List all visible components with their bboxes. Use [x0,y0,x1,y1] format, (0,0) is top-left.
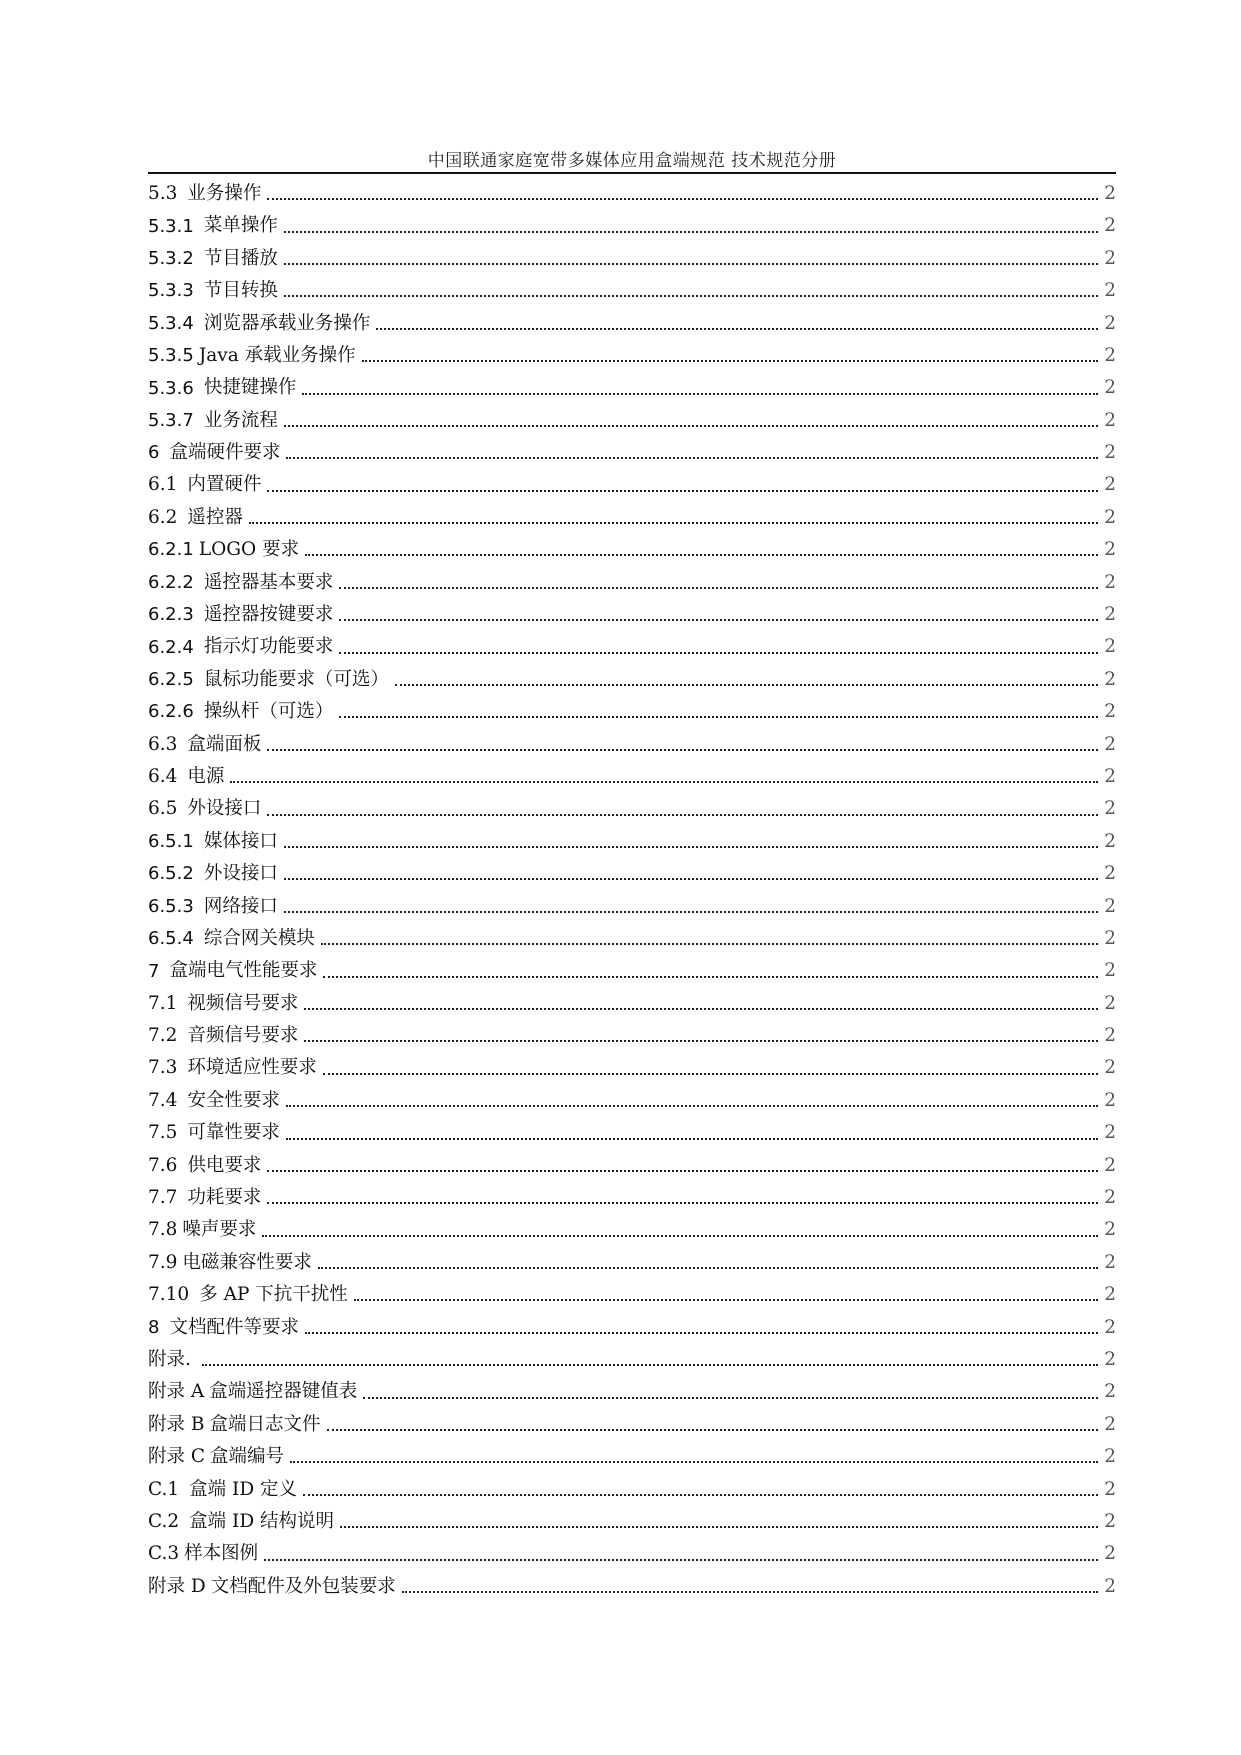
toc-entry-title: 盒端编号 [210,1446,285,1468]
toc-entry-title: LOGO 要求 [198,539,300,561]
toc-entry[interactable] [148,988,1116,1020]
toc-entry-page: 2 [1104,377,1116,399]
toc-dot-leader [230,781,1098,783]
toc-entry[interactable] [148,1085,1116,1117]
toc-dot-leader [339,652,1098,654]
toc-entry[interactable] [148,858,1116,890]
toc-entry-number: 7.3 [148,1057,178,1079]
toc-entry-title: 外设接口 [187,798,262,820]
toc-dot-leader [202,1364,1098,1366]
header-rule [148,172,1116,174]
toc-entry-page: 2 [1104,927,1116,949]
toc-entry-title: 环境适应性要求 [187,1057,317,1079]
toc-entry-page: 2 [1104,1381,1116,1403]
toc-entry-number: 6.4 [148,765,178,787]
toc-dot-leader [286,1105,1098,1107]
toc-dot-leader [267,814,1098,816]
toc-entry-number: 6.5.1 [148,831,194,852]
toc-entry-number: 7.10 [148,1284,190,1306]
toc-dot-leader [302,393,1098,395]
toc-entry[interactable] [148,1474,1116,1506]
toc-entry[interactable] [148,405,1116,437]
toc-entry-page: 2 [1104,1478,1116,1500]
toc-entry-page: 2 [1104,1349,1116,1370]
toc-entry-title: 媒体接口 [203,830,278,852]
toc-entry-page: 2 [1104,1543,1116,1565]
toc-entry-title: 功耗要求 [187,1187,262,1209]
toc-entry[interactable] [148,372,1116,404]
toc-entry-page: 2 [1104,344,1116,366]
toc-entry-number: 6.2 [148,506,178,528]
toc-entry[interactable] [148,1312,1116,1344]
toc-dot-leader [318,1267,1098,1269]
toc-entry[interactable] [148,243,1116,275]
toc-entry[interactable] [148,1571,1116,1603]
toc-entry[interactable] [148,1538,1116,1570]
toc-entry-page: 2 [1104,1122,1116,1144]
toc-entry-title: 内置硬件 [187,474,262,496]
toc-entry-title: 多 AP 下抗干扰性 [199,1284,348,1306]
toc-dot-leader [395,684,1098,686]
toc-dot-leader [286,1138,1098,1140]
toc-entry-title: 指示灯功能要求 [203,636,334,658]
toc-entry-title: 操纵杆（可选） [203,701,334,723]
toc-entry-number: 附录 B [148,1413,205,1435]
toc-entry[interactable] [148,826,1116,858]
toc-entry[interactable] [148,308,1116,340]
toc-dot-leader [290,1461,1098,1463]
toc-entry[interactable] [148,891,1116,923]
toc-entry-number: 6.2.1 [148,539,194,561]
toc-entry[interactable] [148,1247,1116,1279]
toc-entry-page: 2 [1104,1187,1116,1209]
toc-dot-leader [262,1235,1098,1237]
toc-entry-number: 6 [148,442,160,464]
toc-entry-title: 盒端硬件要求 [169,442,281,464]
toc-entry-page: 2 [1104,280,1116,302]
toc-entry-number: 5.3.2 [148,247,194,269]
toc-entry-title: 外设接口 [203,863,278,885]
toc-dot-leader [267,198,1098,200]
toc-entry[interactable] [148,1215,1116,1247]
toc-entry-page: 2 [1104,442,1116,464]
toc-entry-number: 5.3.3 [148,280,194,302]
toc-entry-title: 遥控器基本要求 [203,571,334,593]
toc-entry[interactable] [148,437,1116,469]
toc-entry-number: 附录 D [148,1575,206,1597]
toc-dot-leader [327,1429,1099,1431]
toc-entry-page: 2 [1104,765,1116,787]
toc-entry-page: 2 [1104,830,1116,852]
toc-entry-number: 5.3.4 [148,312,194,334]
toc-entry-number: C.1 [148,1478,180,1500]
toc-entry-page: 2 [1104,1284,1116,1306]
toc-entry[interactable] [148,340,1116,372]
toc-dot-leader [284,846,1098,848]
toc-entry[interactable] [148,502,1116,534]
toc-entry-title: 音频信号要求 [187,1025,299,1047]
toc-entry-page: 2 [1104,1446,1116,1468]
toc-entry[interactable] [148,1150,1116,1182]
toc-entry-number: 7.7 [148,1187,178,1209]
toc-entry-number: 7.9 [148,1251,178,1273]
toc-dot-leader [363,1397,1098,1399]
toc-entry[interactable] [148,1020,1116,1052]
toc-entry-number: 6.2.3 [148,604,194,626]
toc-dot-leader [305,554,1098,556]
toc-dot-leader [284,425,1098,427]
toc-entry-number: 附录 A [148,1381,205,1403]
toc-dot-leader [284,263,1098,265]
toc-dot-leader [284,231,1098,233]
toc-entry-number: 6.5 [148,798,178,820]
toc-entry-number: 附录. [148,1349,191,1370]
toc-entry[interactable] [148,534,1116,566]
toc-entry-page: 2 [1104,1413,1116,1435]
toc-entry-number: 7 [148,960,160,982]
toc-entry-number: 6.2.5 [148,669,194,691]
toc-entry[interactable] [148,696,1116,728]
toc-entry-title: 鼠标功能要求（可选） [203,668,389,690]
toc-entry-number: C.2 [148,1510,180,1532]
toc-entry-page: 2 [1104,1316,1116,1338]
toc-dot-leader [267,1170,1098,1172]
toc-entry[interactable] [148,923,1116,955]
toc-dot-leader [286,457,1098,459]
toc-entry[interactable] [148,729,1116,761]
toc-entry[interactable] [148,275,1116,307]
toc-entry-page: 2 [1104,1057,1116,1079]
toc-entry[interactable] [148,567,1116,599]
toc-entry-number: 6.2.4 [148,636,194,658]
toc-entry[interactable] [148,1441,1116,1473]
toc-entry[interactable] [148,1344,1116,1376]
toc-entry-number: 7.2 [148,1025,178,1047]
toc-entry-title: 业务流程 [203,409,278,431]
toc-entry-number: 附录 C [148,1446,206,1468]
toc-dot-leader [284,878,1098,880]
toc-entry-number: 7.6 [148,1154,178,1176]
toc-entry-title: 可靠性要求 [187,1122,280,1144]
toc-entry-title: 文档配件及外包装要求 [210,1575,396,1597]
toc-dot-leader [354,1299,1098,1301]
toc-entry-title: 安全性要求 [187,1089,280,1111]
toc-entry[interactable] [148,599,1116,631]
toc-entry[interactable] [148,631,1116,663]
table-of-contents [148,178,1116,1603]
toc-entry-number: 5.3.1 [148,215,194,237]
toc-entry-title: 盒端遥控器键值表 [209,1381,358,1403]
toc-entry-number: 6.5.3 [148,895,194,917]
toc-entry-title: 盒端 ID 定义 [189,1478,298,1500]
toc-entry-page: 2 [1104,1251,1116,1273]
page-header: 中国联通家庭宽带多媒体应用盒端规范 技术规范分册 [427,151,837,171]
toc-entry-title: 样本图例 [184,1543,259,1565]
toc-entry-title: 综合网关模块 [203,927,315,949]
toc-dot-leader [339,587,1098,589]
toc-entry-page: 2 [1104,182,1116,204]
toc-entry-number: 5.3.6 [148,377,194,399]
toc-entry-page: 2 [1104,1510,1116,1532]
toc-entry-title: 供电要求 [187,1154,262,1176]
toc-entry-page: 2 [1104,506,1116,528]
toc-dot-leader [304,1040,1098,1042]
toc-entry-page: 2 [1104,312,1116,334]
toc-entry-title: 盒端面板 [187,733,262,755]
toc-entry-number: 7.4 [148,1089,178,1111]
toc-dot-leader [305,1332,1098,1334]
toc-entry-page: 2 [1104,215,1116,237]
toc-entry-number: C.3 [148,1543,180,1565]
toc-dot-leader [284,295,1098,297]
toc-entry-title: 网络接口 [203,895,278,917]
toc-entry-page: 2 [1104,1219,1116,1241]
toc-entry-page: 2 [1104,1089,1116,1111]
toc-entry-number: 6.5.2 [148,863,194,885]
toc-dot-leader [402,1591,1098,1593]
toc-dot-leader [323,1073,1098,1075]
toc-entry[interactable] [148,1182,1116,1214]
toc-dot-leader [339,716,1098,718]
toc-dot-leader [284,911,1098,913]
toc-entry-title: Java 承载业务操作 [198,344,356,366]
toc-entry-page: 2 [1104,1025,1116,1047]
toc-entry-page: 2 [1104,701,1116,723]
toc-entry-page: 2 [1104,636,1116,658]
toc-entry-page: 2 [1104,863,1116,885]
toc-entry-title: 盒端日志文件 [209,1413,321,1435]
toc-entry-title: 电源 [187,765,225,787]
toc-entry-number: 5.3.7 [148,409,194,431]
toc-entry-title: 电磁兼容性要求 [182,1251,312,1273]
toc-entry-page: 2 [1104,733,1116,755]
toc-entry-number: 5.3.5 [148,345,194,367]
toc-entry-title: 节目播放 [203,247,278,269]
toc-entry[interactable] [148,1409,1116,1441]
toc-entry-number: 6.3 [148,733,178,755]
toc-dot-leader [264,1559,1098,1561]
toc-entry-page: 2 [1104,604,1116,626]
toc-dot-leader [267,490,1098,492]
toc-dot-leader [267,1202,1098,1204]
toc-entry-title: 节目转换 [203,280,278,302]
toc-entry-title: 视频信号要求 [187,992,299,1014]
toc-dot-leader [304,1008,1098,1010]
toc-entry-page: 2 [1104,798,1116,820]
toc-entry-page: 2 [1104,960,1116,982]
toc-entry-number: 6.1 [148,474,178,496]
toc-entry-number: 8 [148,1316,160,1338]
toc-entry[interactable] [148,210,1116,242]
toc-entry-title: 文档配件等要求 [169,1316,299,1338]
toc-entry-page: 2 [1104,668,1116,690]
toc-dot-leader [323,976,1098,978]
toc-entry[interactable] [148,470,1116,502]
toc-dot-leader [339,619,1098,621]
toc-entry-page: 2 [1104,992,1116,1014]
toc-entry[interactable] [148,1053,1116,1085]
toc-dot-leader [321,943,1098,945]
toc-dot-leader [303,1494,1098,1496]
toc-entry-page: 2 [1104,571,1116,593]
toc-entry[interactable] [148,1117,1116,1149]
toc-entry-title: 快捷键操作 [203,377,297,399]
toc-entry-page: 2 [1104,247,1116,269]
toc-entry[interactable] [148,178,1116,210]
toc-entry-title: 遥控器 [187,506,243,528]
toc-dot-leader [362,360,1099,362]
toc-entry[interactable] [148,955,1116,987]
toc-entry-title: 业务操作 [187,182,262,204]
toc-entry[interactable] [148,1376,1116,1408]
toc-dot-leader [249,522,1098,524]
toc-entry-number: 6.2.2 [148,571,194,593]
toc-entry-number: 6.2.6 [148,701,194,723]
toc-entry-page: 2 [1104,1575,1116,1597]
toc-entry[interactable] [148,1506,1116,1538]
toc-entry-page: 2 [1104,539,1116,561]
toc-entry-number: 7.1 [148,992,178,1014]
toc-entry-title: 遥控器按键要求 [203,604,334,626]
toc-entry[interactable] [148,761,1116,793]
toc-entry-page: 2 [1104,409,1116,431]
toc-entry-number: 7.5 [148,1122,178,1144]
toc-entry-number: 7.8 [148,1219,178,1241]
toc-entry-number: 5.3 [148,182,178,204]
toc-entry-title: 盒端 ID 结构说明 [189,1510,335,1532]
toc-dot-leader [340,1526,1098,1528]
toc-entry-title: 盒端电气性能要求 [169,960,318,982]
toc-entry-number: 6.5.4 [148,928,194,950]
toc-entry[interactable] [148,664,1116,696]
toc-dot-leader [376,328,1098,330]
toc-entry-page: 2 [1104,474,1116,496]
toc-entry-title: 浏览器承载业务操作 [203,312,371,334]
toc-entry[interactable] [148,793,1116,825]
toc-entry-title: 菜单操作 [203,215,278,237]
toc-entry-title: 噪声要求 [182,1219,257,1241]
toc-entry[interactable] [148,1279,1116,1311]
toc-entry-page: 2 [1104,895,1116,917]
toc-dot-leader [267,749,1098,751]
toc-entry-page: 2 [1104,1154,1116,1176]
